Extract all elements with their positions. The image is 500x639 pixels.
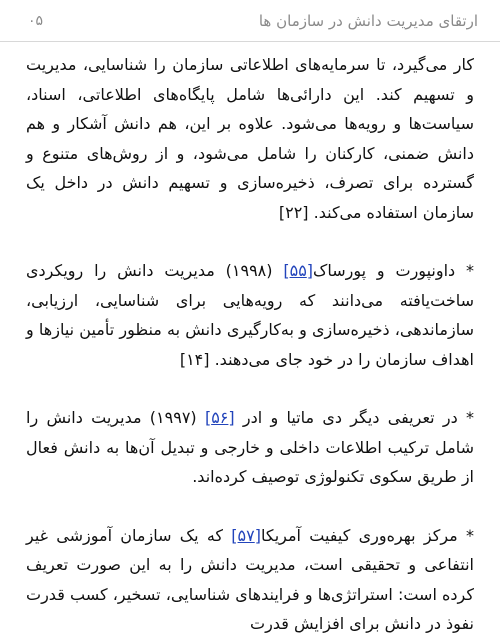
paragraph-text: که یک سازمان آموزشی غیر انتفاعی و تحقیقی است، مدیریت دانش را به این صورت تعریف کرده است: استراتژی‌ها و فرایندهای شناسایی، تسخیر، کسب قدرت نفوذ در دانش برای افزایش قدرت (26, 525, 474, 633)
paragraph-text: (۱۹۹۷) مدیریت دانش را شامل ترکیب اطلاعات داخلی و خارجی و تبدیل آن‌ها به دانش فعال از طریق سکوی تکنولوژی توصیف کرده‌اند. (26, 408, 474, 486)
paragraph-text: * در تعریفی دیگر دی ماتیا و ادر (234, 408, 474, 427)
paragraph (26, 256, 474, 374)
page-number: ۰۵ (28, 12, 44, 29)
header-title: ارتقای مدیریت دانش در سازمان ها (258, 11, 478, 30)
paragraph-text: کار می‌گیرد، تا سرمایه‌های اطلاعاتی سازمان را شناسایی، مدیریت و تسهیم کند. این دارائی‌ها شامل پایگاه‌های اطلاعاتی، اسناد، سیاست‌ها و رویه‌ها می‌شود. علاوه بر این، هم دانش آشکار و هم دانش ضمنی، کارکنان را شامل می‌شود، و از روش‌های متنوع و گسترده برای تصرف، ذخیره‌سازی و تسهیم دانش در داخل یک سازمان استفاده می‌کند. [۲۲] (26, 55, 474, 222)
paragraph (26, 521, 474, 639)
paragraph-text: (۱۹۹۸) مدیریت دانش را رویکردی ساخت‌یافته می‌دانند که رویه‌هایی برای شناسایی، ارزیابی، سازماندهی، ذخیره‌سازی و به‌کارگیری دانش به منظور تأمین نیازها و اهداف سازمان را در خود جای می‌دهند. [۱۴] (26, 261, 474, 369)
running-header (0, 0, 500, 42)
paragraph (26, 50, 474, 227)
reference-link[interactable]: [۵۶] (204, 408, 235, 427)
body-text (26, 50, 474, 639)
paragraph (26, 403, 474, 492)
reference-link[interactable]: [۵۵] (283, 261, 314, 280)
reference-link[interactable]: [۵۷] (231, 525, 261, 545)
paragraph-text: * مرکز بهره‌وری کیفیت آمریکا (260, 525, 475, 545)
paragraph-text: * داونپورت و پورساک (313, 261, 474, 280)
